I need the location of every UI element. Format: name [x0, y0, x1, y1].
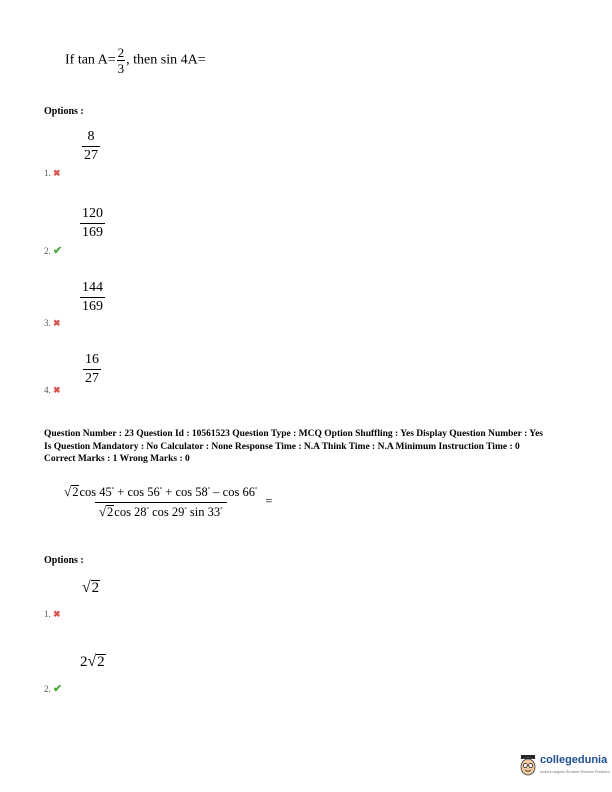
question-2: [60, 485, 272, 520]
question-1-fraction: $\frac{2}{3}$: [117, 45, 125, 76]
sqrt-icon: √ 2: [98, 504, 114, 519]
metadata-line-1: Question Number : 23 Question Id : 10561523 Question Type : MCQ Option Shuffling : Yes Display Question Number : Yes: [44, 429, 543, 439]
equals-sign: =: [265, 494, 273, 509]
metadata-line-3: Correct Marks : 1 Wrong Marks : 0: [44, 454, 190, 464]
wrong-mark-icon: ✖: [53, 609, 61, 619]
wrong-mark-icon: ✖: [53, 168, 61, 178]
option-1-3-number: 3. ✖: [44, 318, 61, 328]
correct-mark-icon: ✔: [53, 245, 63, 257]
option-1-4-number: 4. ✖: [44, 385, 61, 395]
collegedunia-logo: [519, 752, 609, 780]
question-1-suffix: , then sin 4A=: [126, 52, 206, 68]
question-metadata: [44, 428, 584, 466]
option-2-2-number: 2. ✔: [44, 683, 63, 695]
options-label-1: Options :: [44, 106, 84, 117]
mascot-icon: [519, 754, 537, 776]
wrong-mark-icon: ✖: [53, 385, 61, 395]
metadata-line-2: Is Question Mandatory : No Calculator : None Response Time : N.A Think Time : N.A Minimum Instruction Time : 0: [44, 441, 520, 452]
option-1-1-value: $\frac{8}{27}$: [84, 129, 98, 163]
options-label-2: Options :: [44, 555, 84, 566]
sqrt-icon: √ 2: [64, 484, 79, 499]
correct-mark-icon: ✔: [53, 683, 63, 695]
question-1: [65, 46, 206, 75]
option-1-2-number: 2. ✔: [44, 245, 63, 257]
sqrt-icon: √ 2: [87, 653, 105, 670]
option-2-1-number: 1. ✖: [44, 609, 61, 619]
option-1-4-value: $\frac{16}{27}$: [85, 352, 99, 386]
question-1-prefix: If tan A=: [65, 52, 116, 68]
question-2-denominator: √ 2 cos 28° cos 29° sin 33°: [95, 502, 227, 520]
question-2-fraction: [60, 485, 261, 520]
sqrt-icon: √ 2: [82, 579, 100, 596]
logo-name: collegedunia: [540, 754, 608, 766]
question-2-numerator: √ 2 cos 45° + cos 56° + cos 58° – cos 66°: [64, 484, 258, 499]
option-2-1-value: [82, 580, 100, 597]
option-2-2-value: 2 √ 2: [80, 653, 105, 670]
option-1-3-value: $\frac{144}{169}$: [82, 280, 103, 314]
option-1-2-value: $\frac{120}{169}$: [82, 206, 103, 240]
option-1-1-number: 1. ✖: [44, 168, 61, 178]
wrong-mark-icon: ✖: [53, 318, 61, 328]
logo-tagline: India's largest Student Review Platform: [540, 769, 610, 774]
